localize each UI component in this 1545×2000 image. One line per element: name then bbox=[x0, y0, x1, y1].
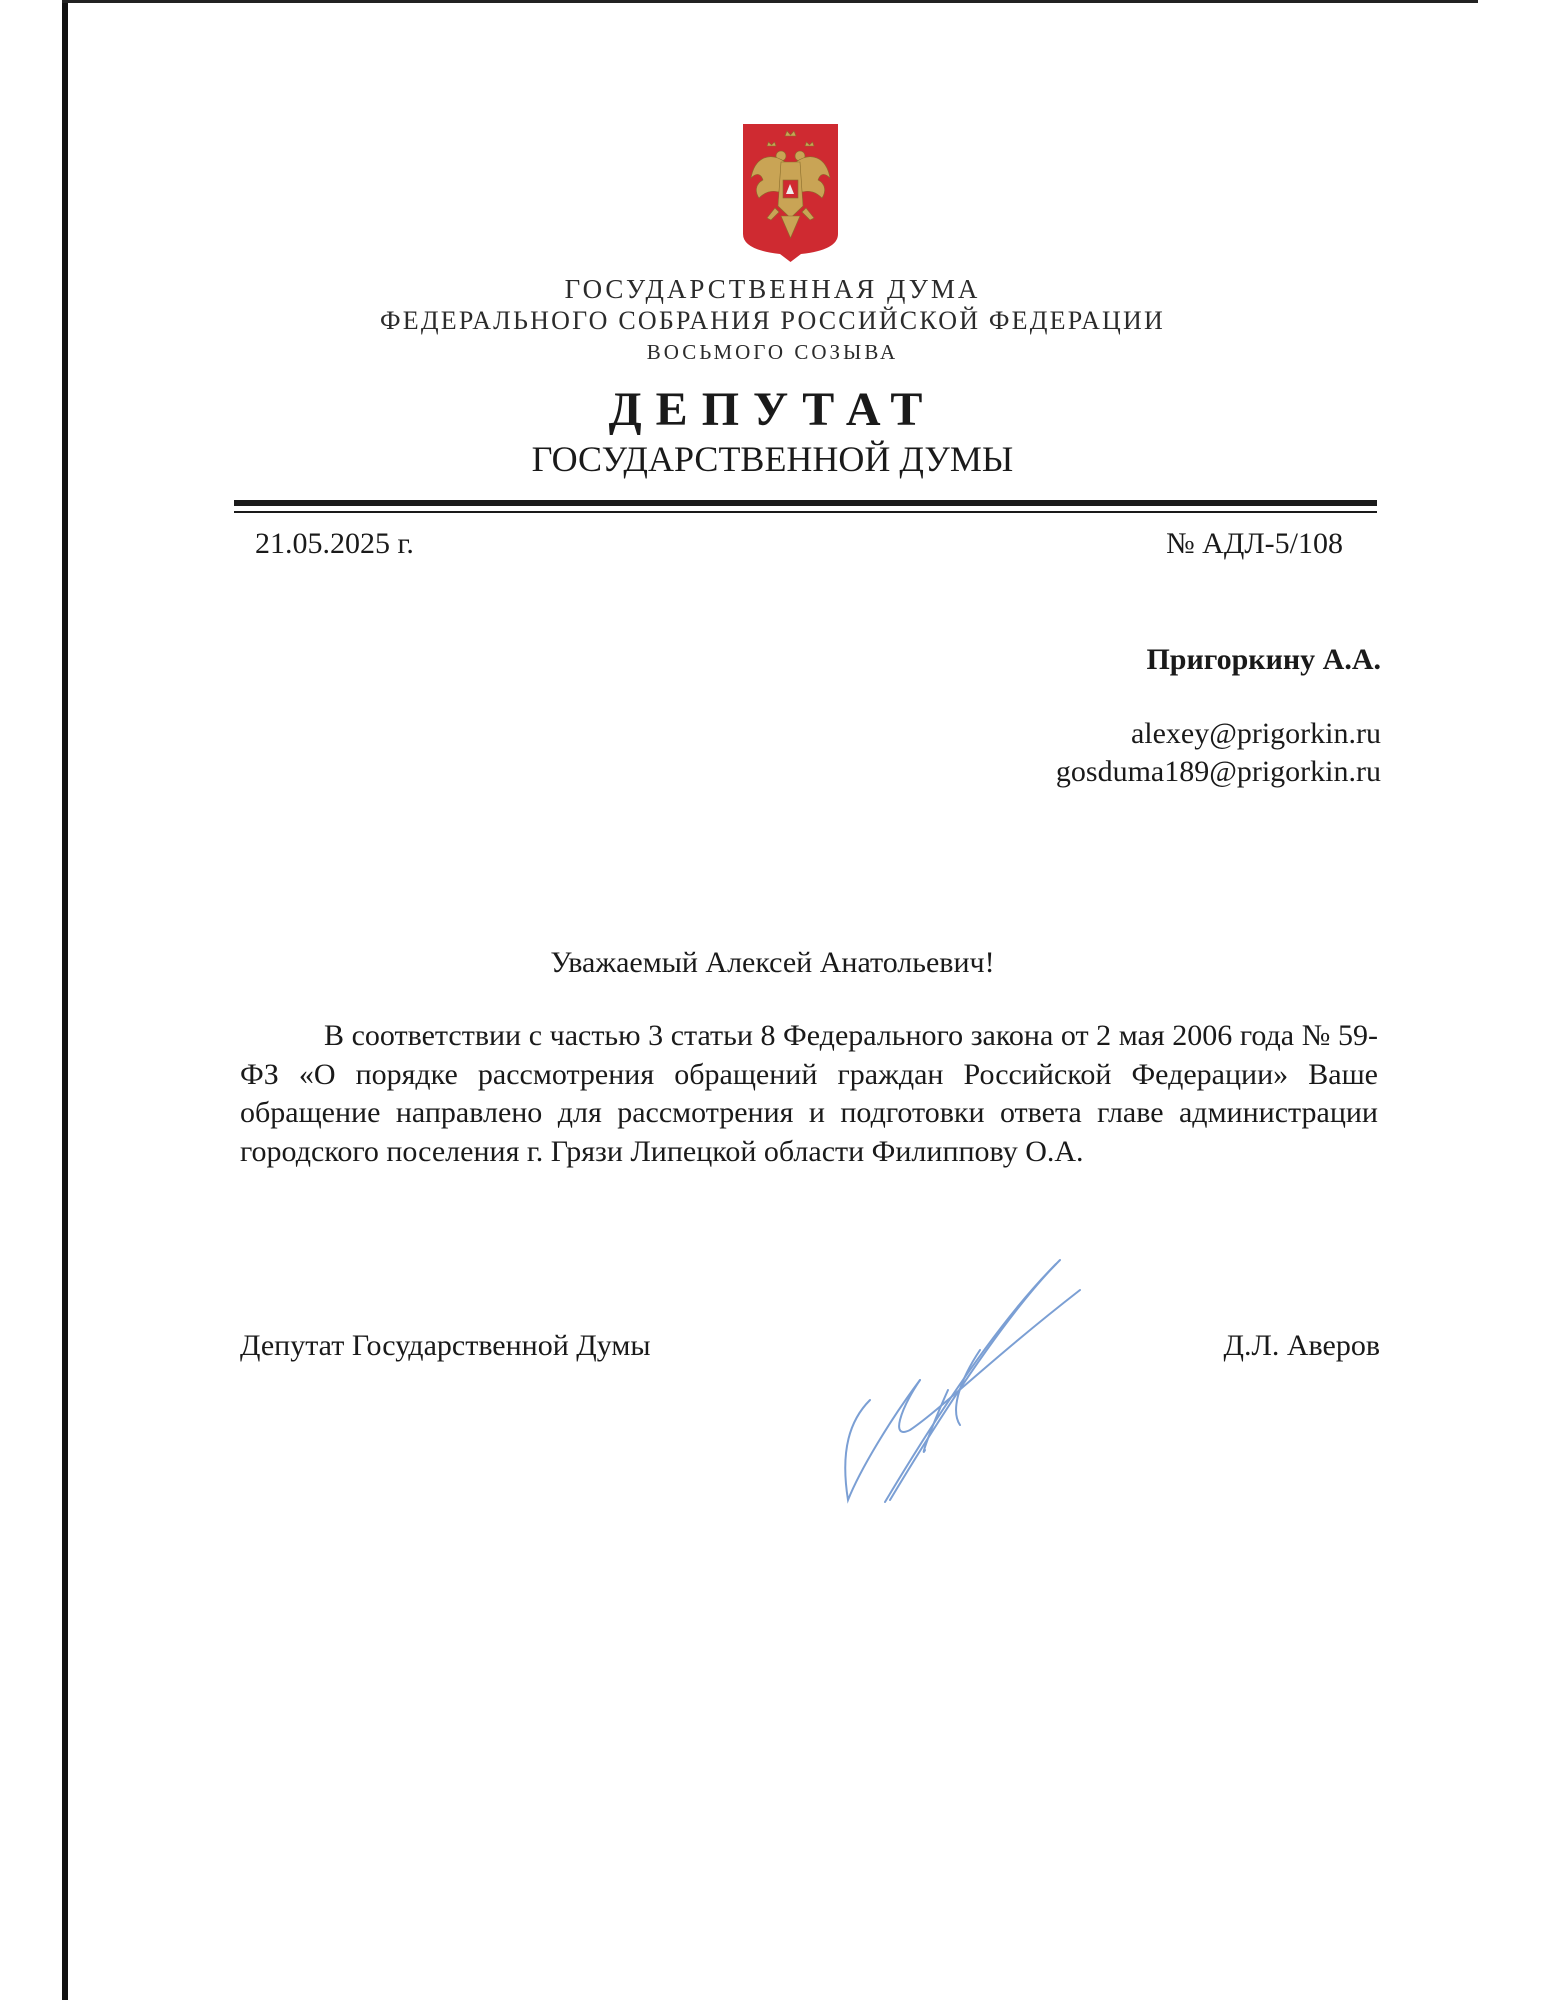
coat-of-arms-icon bbox=[741, 122, 840, 262]
header-line-federal-assembly: ФЕДЕРАЛЬНОГО СОБРАНИЯ РОССИЙСКОЙ ФЕДЕРАЦИИ bbox=[380, 306, 1165, 335]
letter-greeting: Уважаемый Алексей Анатольевич! bbox=[550, 946, 995, 979]
header-line-convocation: ВОСЬМОГО СОЗЫВА bbox=[646, 340, 899, 364]
signer-name: Д.Л. Аверов bbox=[1223, 1329, 1380, 1362]
header-divider-thick bbox=[234, 500, 1377, 506]
recipient-email: alexey@prigorkin.ru bbox=[1130, 717, 1381, 750]
letter-date: 21.05.2025 г. bbox=[255, 527, 414, 560]
recipient-email: gosduma189@prigorkin.ru bbox=[1055, 755, 1381, 788]
recipient-name: Пригоркину А.А. bbox=[1146, 643, 1381, 676]
letter-body: В соответствии с частью 3 статьи 8 Федерального закона от 2 мая 2006 года № 59-ФЗ «О порядке рассмотрения обращений граждан Российской Федерации» Ваше обращение направлено для рассмотрения и подготовки ответа главе администрации городского поселения г. Грязи Липецкой области Филиппову О.А. bbox=[240, 1019, 1378, 1168]
signer-role: Депутат Государственной Думы bbox=[240, 1329, 651, 1362]
scan-edge-top bbox=[62, 0, 1478, 3]
letter-number: № АДЛ-5/108 bbox=[1166, 527, 1343, 560]
handwritten-signature bbox=[830, 1250, 1090, 1520]
header-subtitle: ГОСУДАРСТВЕННОЙ ДУМЫ bbox=[531, 439, 1014, 479]
header-line-duma: ГОСУДАРСТВЕННАЯ ДУМА bbox=[564, 274, 981, 304]
header-title: ДЕПУТАТ bbox=[608, 383, 937, 436]
header-divider-thin bbox=[234, 511, 1377, 513]
